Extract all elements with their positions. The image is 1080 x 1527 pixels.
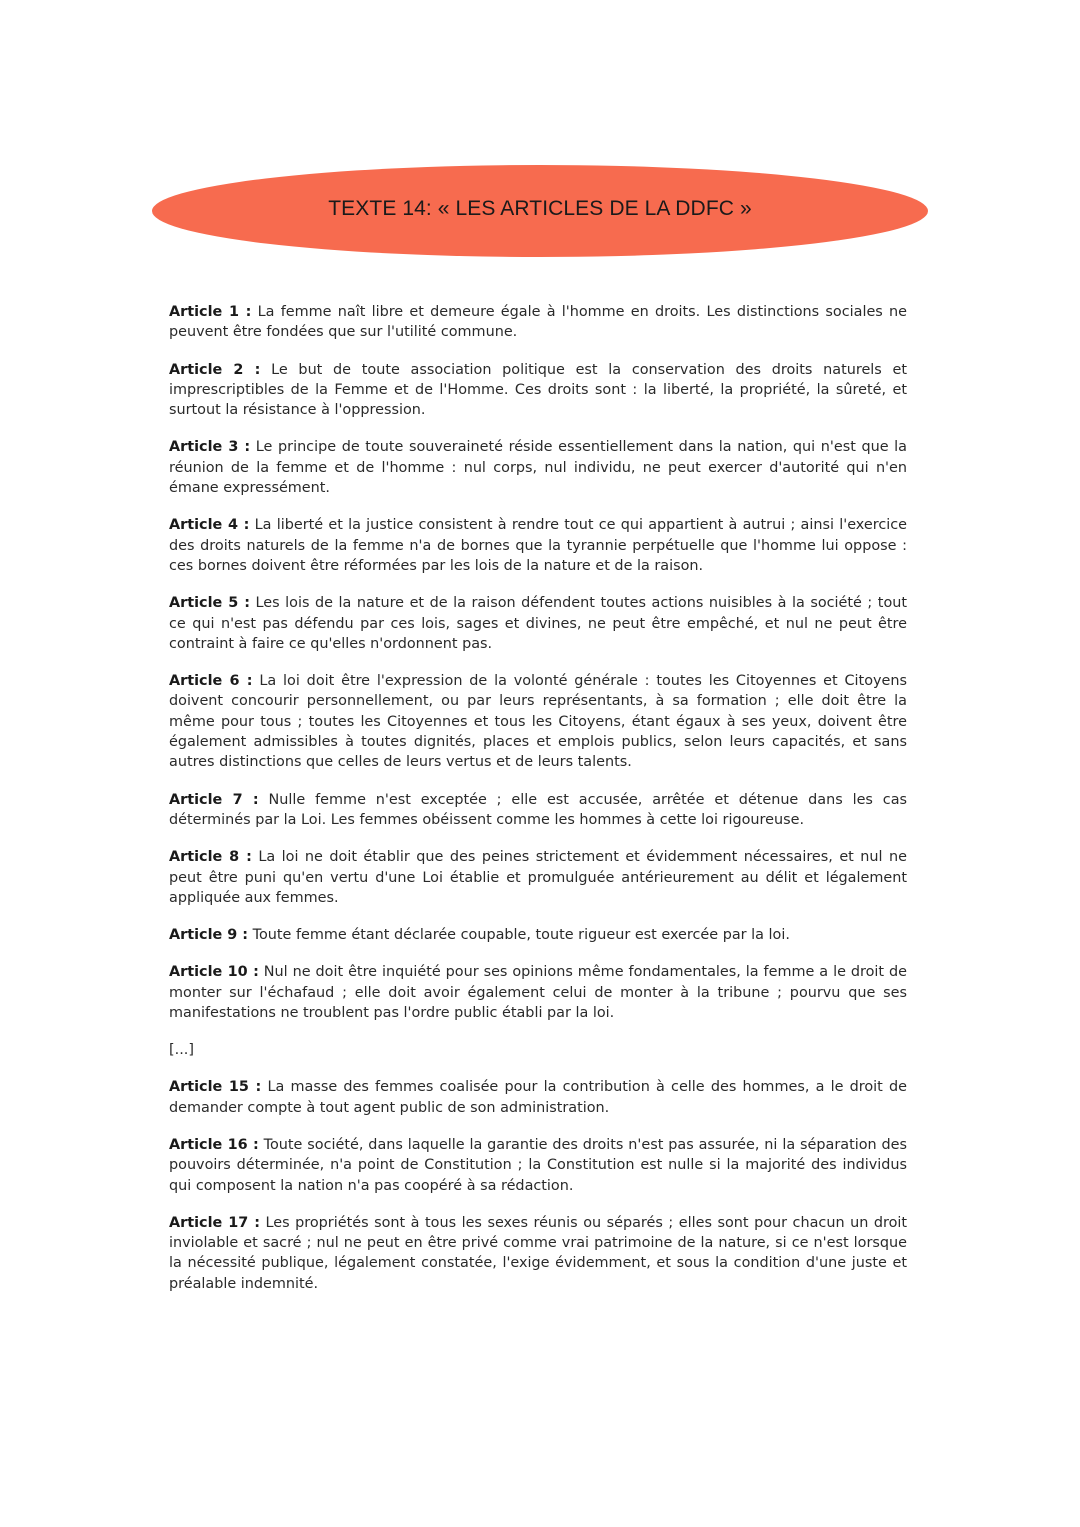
article-label: Article 9 : <box>169 927 249 944</box>
article-label: Article 4 : <box>169 517 250 534</box>
article-16 <box>169 1135 907 1196</box>
article-label: Article 16 : <box>169 1136 259 1153</box>
articles-list <box>169 302 907 1311</box>
article-9 <box>169 925 907 945</box>
article-label: Article 5 : <box>169 595 250 612</box>
article-label: Article 15 : <box>169 1079 262 1096</box>
article-text: Les propriétés sont à tous les sexes réunis ou séparés ; elles sont pour chacun un droit inviolable et sacré ; nul ne peut en être privé comme vrai patrimoine de la nature, si ce n'est lorsque la nécessité publique, légalement constatée, l'exige évidemment, et sous la condition d'une juste et préalable indemnité. <box>169 1214 908 1292</box>
article-6 <box>169 671 907 772</box>
article-label: Article 17 : <box>169 1214 260 1231</box>
article-7 <box>169 790 907 831</box>
article-label: Article 8 : <box>169 849 252 866</box>
article-text: La loi doit être l'expression de la volonté générale : toutes les Citoyennes et Citoyens doivent concourir personnellement, ou par leurs représentants, à sa formation ; elle doit être la même pour tous ; toutes les Citoyennes et tous les Citoyens, étant égaux à ses yeux, doivent être également admissibles à toutes dignités, places et emplois publics, selon leurs capacités, et sans autres distinctions que celles de leurs vertus et de leurs talents. <box>169 673 907 771</box>
article-label: Article 3 : <box>169 439 251 456</box>
article-text: Toute société, dans laquelle la garantie des droits n'est pas assurée, ni la séparation des pouvoirs déterminée, n'a point de Constitution ; la Constitution est nulle si la majorité des individus qui composent la nation n'a pas coopéré à sa rédaction. <box>169 1136 908 1194</box>
article-label: Article 1 : <box>169 304 252 320</box>
article-text: Toute femme étant déclarée coupable, toute rigueur est exercée par la loi. <box>252 927 790 944</box>
article-text: La loi ne doit établir que des peines strictement et évidemment nécessaires, et nul ne peut être puni qu'en vertu d'une Loi établie et promulguée antérieurement au délit et légalement appliquée aux femmes. <box>169 849 907 906</box>
article-1 <box>169 302 907 343</box>
title-banner <box>152 165 928 257</box>
article-text: Le principe de toute souveraineté réside essentiellement dans la nation, qui n'est que la réunion de la femme et de l'homme : nul corps, nul individu, ne peut exercer d'autorité qui n'en émane expressément. <box>169 439 907 497</box>
article-4 <box>169 515 907 576</box>
article-text: Nulle femme n'est exceptée ; elle est accusée, arrêtée et détenue dans les cas déterminés par la Loi. Les femmes obéissent comme les hommes à cette loi rigoureuse. <box>169 791 908 828</box>
article-text: La masse des femmes coalisée pour la contribution à celle des hommes, a le droit de demander compte à tout agent public de son administration. <box>169 1079 907 1116</box>
article-text: La femme naît libre et demeure égale à l'homme en droits. Les distinctions sociales ne peuvent être fondées que sur l'utilité commune. <box>169 304 908 341</box>
article-text: Nul ne doit être inquiété pour ses opinions même fondamentales, la femme a le droit de monter sur l'échafaud ; elle doit avoir également celui de monter à la tribune ; pourvu que ses manifestations ne troublent pas l'ordre public établi par la loi. <box>169 964 907 1022</box>
article-text: Les lois de la nature et de la raison défendent toutes actions nuisibles à la société ; tout ce qui n'est pas défendu par ces lois, sages et divines, ne peut être empêché, et nul ne peut être contraint à faire ce qu'elles n'ordonnent pas. <box>169 595 908 652</box>
page-title: TEXTE 14: « LES ARTICLES DE LA DDFC » <box>328 197 752 220</box>
article-8 <box>169 847 907 908</box>
article-label: Article 7 : <box>169 791 259 808</box>
article-10 <box>169 962 907 1023</box>
article-2 <box>169 360 907 421</box>
article-text: Le but de toute association politique est la conservation des droits naturels et imprescriptibles de la Femme et de l'Homme. Ces droits sont : la liberté, la propriété, la sûreté, et surtout la résistance à l'oppression. <box>169 361 908 419</box>
article-label: Article 10 : <box>169 964 259 981</box>
article-text: La liberté et la justice consistent à rendre tout ce qui appartient à autrui ; ainsi l'exercice des droits naturels de la femme n'a de bornes que la tyrannie perpétuelle que l'homme lui oppose : ces bornes doivent être réformées par les lois de la nature et de la raison. <box>169 517 907 574</box>
omission-marker: [...] <box>169 1042 194 1059</box>
article-17 <box>169 1213 907 1294</box>
article-3 <box>169 437 907 498</box>
article-5 <box>169 593 907 654</box>
article-15 <box>169 1077 907 1118</box>
article-label: Article 2 : <box>169 361 261 378</box>
article-label: Article 6 : <box>169 673 253 690</box>
